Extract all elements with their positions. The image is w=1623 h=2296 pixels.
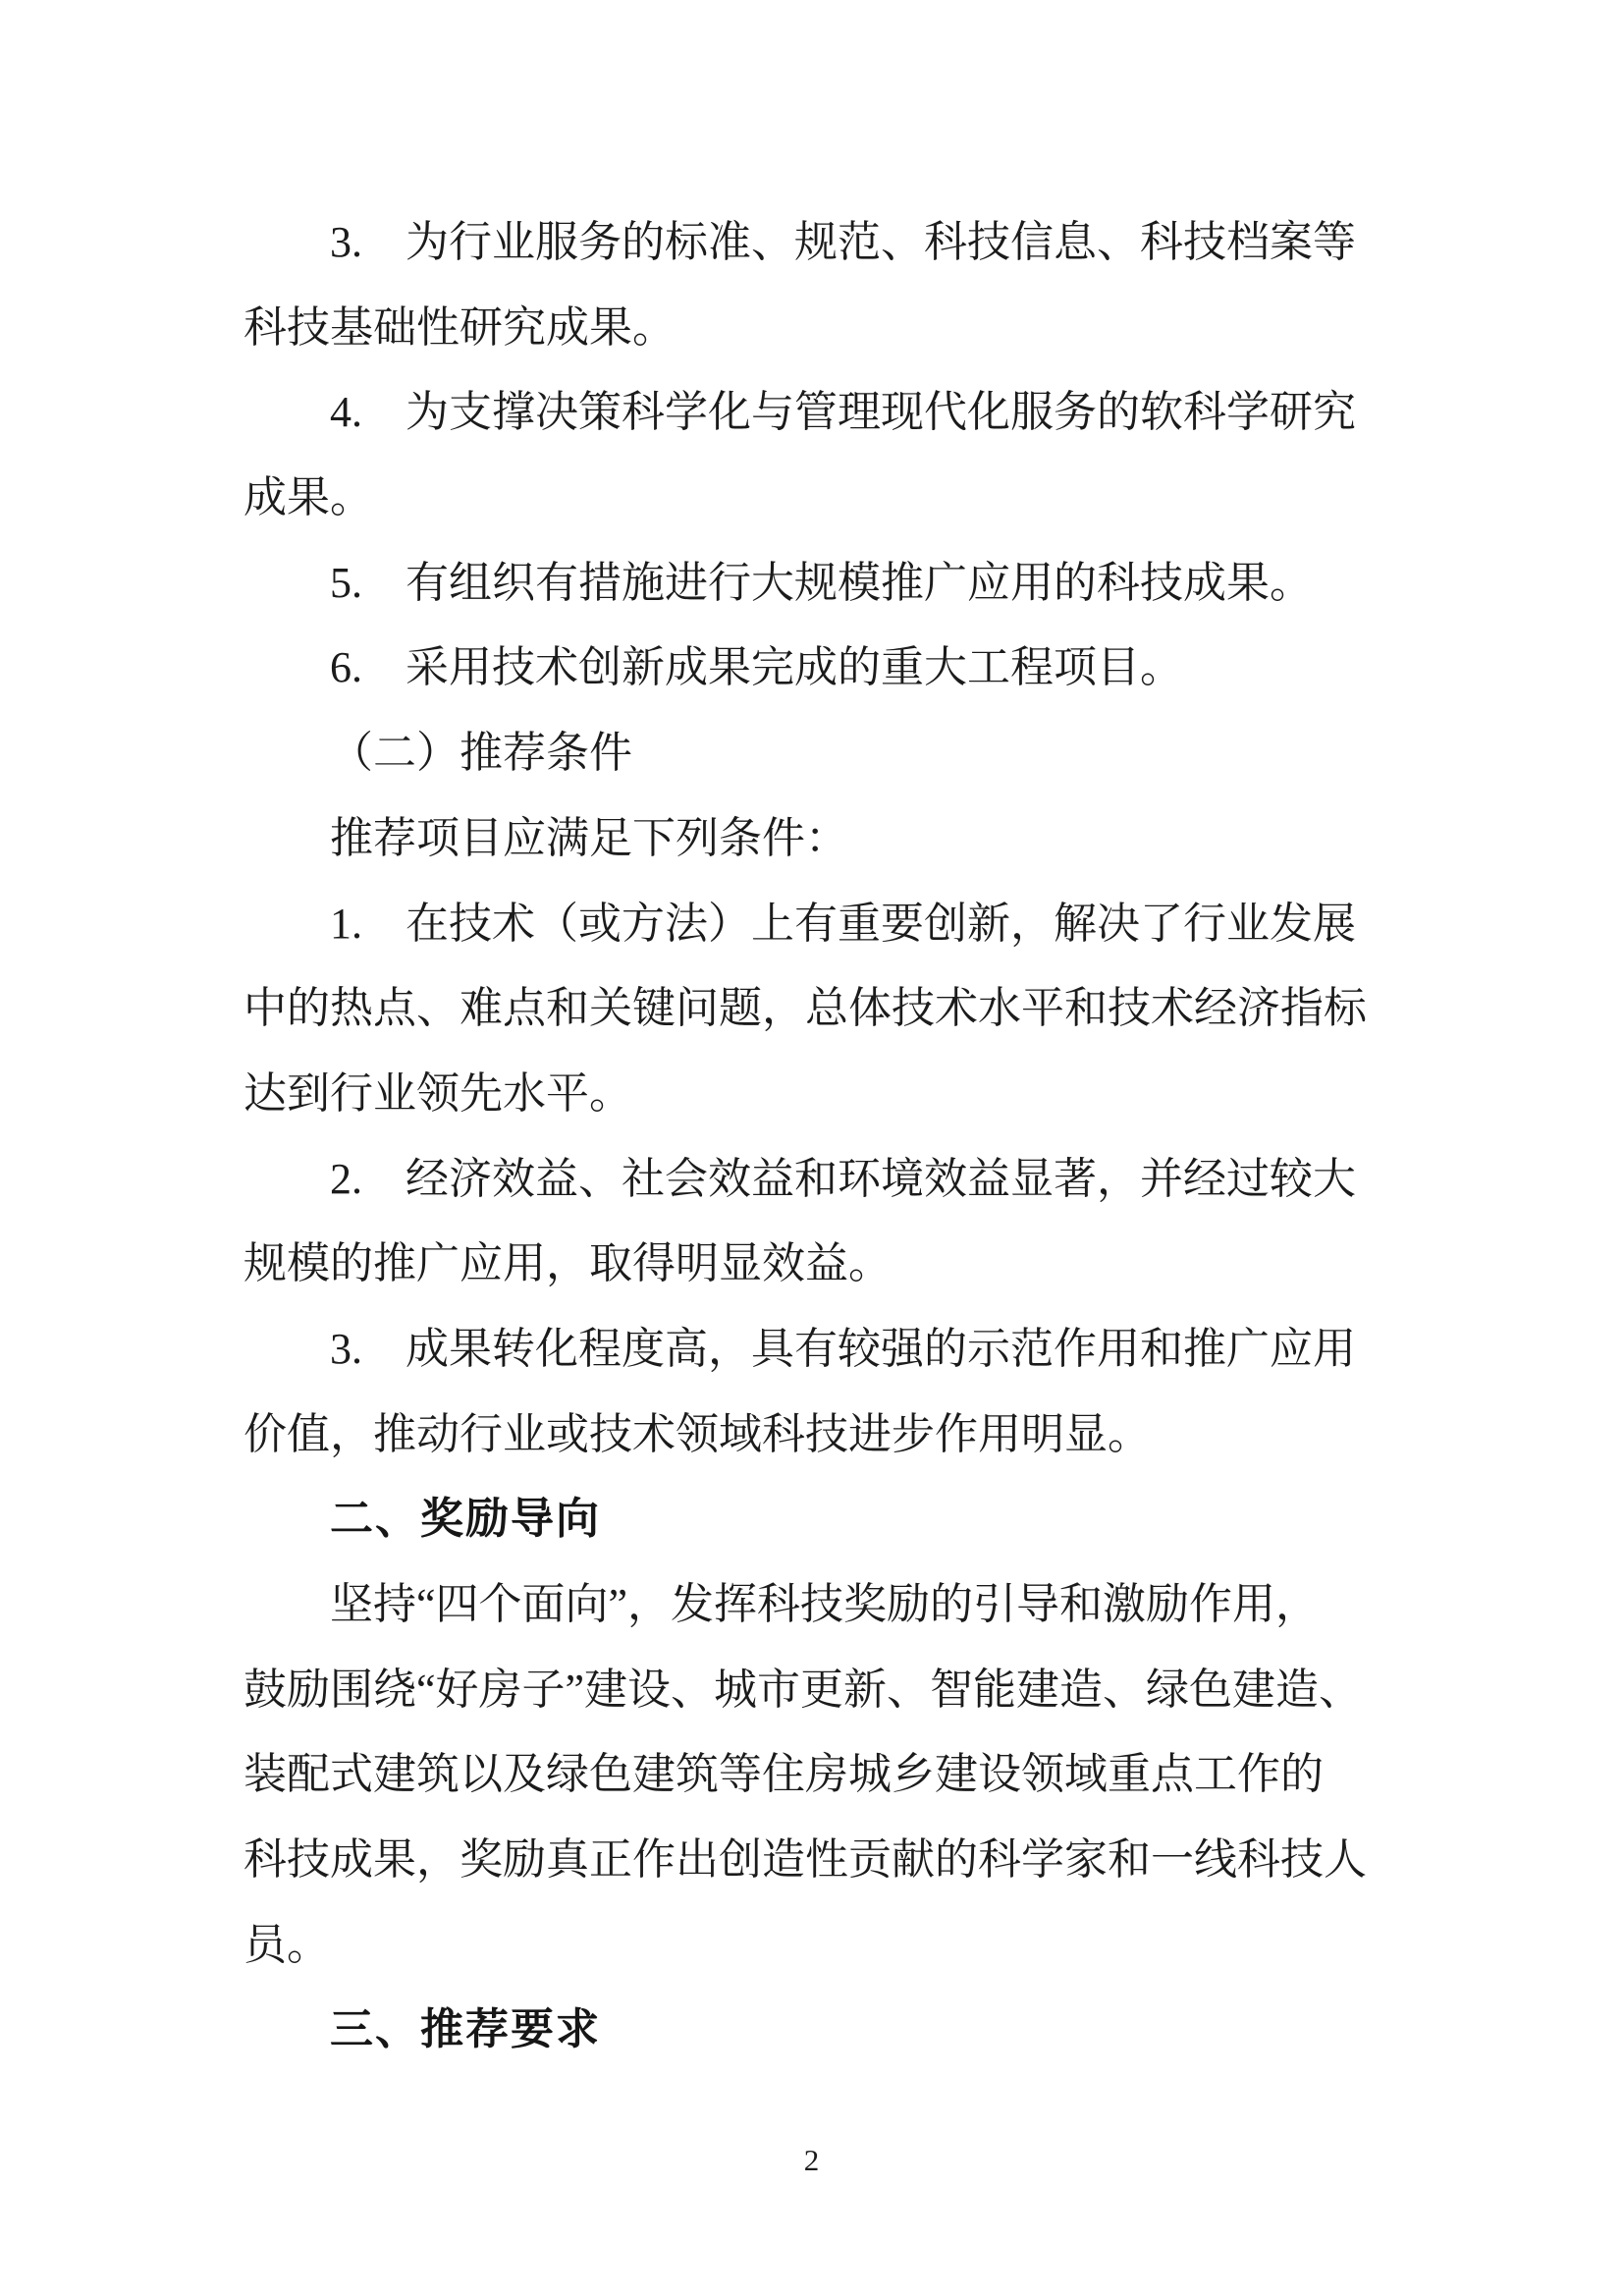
document-body <box>243 200 1382 2073</box>
subsection-heading: （二）推荐条件 <box>330 729 632 778</box>
body-line: 规模的推广应用，取得明显效益。 <box>243 1239 892 1288</box>
section-heading-recommendation-requirements: 三、推荐要求 <box>330 2005 601 2054</box>
body-line: 3. 为行业服务的标准、规范、科技信息、科技档案等 <box>330 218 1356 266</box>
body-line: 中的热点、难点和关键问题，总体技术水平和技术经济指标 <box>243 984 1367 1033</box>
body-line: 科技成果，奖励真正作出创造性贡献的科学家和一线科技人 <box>243 1835 1367 1885</box>
body-line: 鼓励围绕“好房子”建设、城市更新、智能建造、绿色建造、 <box>243 1665 1363 1714</box>
body-line: 成果。 <box>243 473 373 522</box>
body-line: 推荐项目应满足下列条件： <box>330 813 848 862</box>
body-line: 6. 采用技术创新成果完成的重大工程项目。 <box>330 643 1183 692</box>
body-line: 价值，推动行业或技术领域科技进步作用明显。 <box>243 1409 1151 1458</box>
page-number: 2 <box>803 2143 820 2177</box>
body-line: 2. 经济效益、社会效益和环境效益显著，并经过较大 <box>330 1154 1356 1203</box>
body-line: 员。 <box>243 1920 330 1969</box>
body-line: 达到行业领先水平。 <box>243 1068 632 1118</box>
body-line: 装配式建筑以及绿色建筑等住房城乡建设领域重点工作的 <box>243 1750 1324 1799</box>
body-line: 3. 成果转化程度高，具有较强的示范作用和推广应用 <box>330 1324 1356 1373</box>
body-line: 5. 有组织有措施进行大规模推广应用的科技成果。 <box>330 558 1313 607</box>
body-line: 4. 为支撑决策科学化与管理现代化服务的软科学研究 <box>330 388 1356 437</box>
section-heading-award-orientation: 二、奖励导向 <box>330 1495 601 1544</box>
body-line: 科技基础性研究成果。 <box>243 302 676 352</box>
body-line: 1. 在技术（或方法）上有重要创新，解决了行业发展 <box>330 899 1356 948</box>
body-line: 坚持“四个面向”，发挥科技奖励的引导和激励作用， <box>330 1580 1320 1628</box>
